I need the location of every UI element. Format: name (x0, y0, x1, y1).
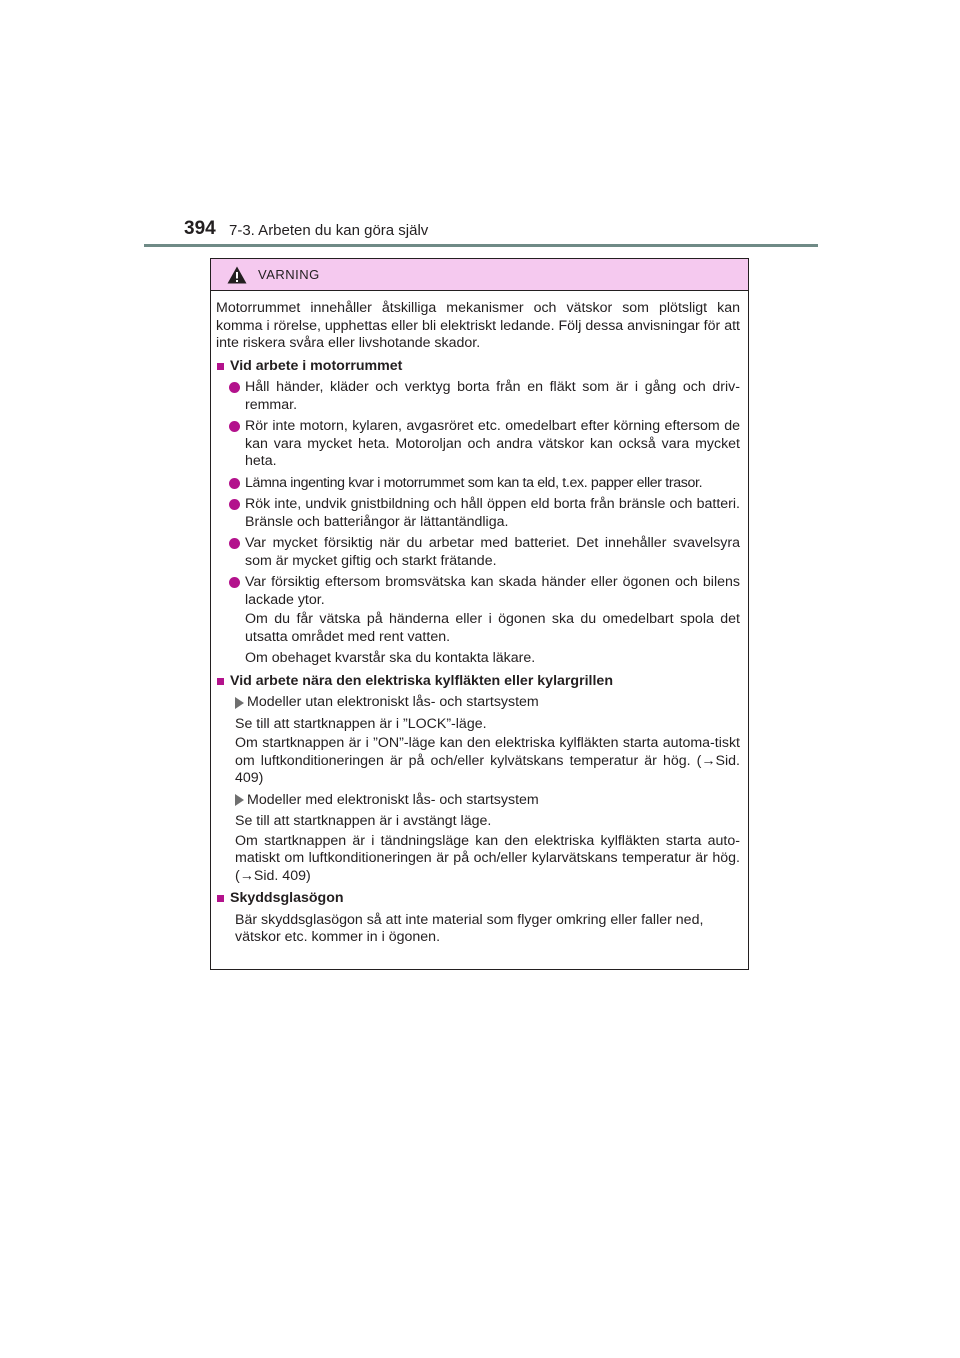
chapter-title: 7-3. Arbeten du kan göra själv (229, 222, 429, 239)
goggles-text: Bär skyddsglasögon så att inte material som flyger omkring eller faller ned, vätskor etc. kommer in i ögonen. (235, 911, 704, 945)
bullet-text: Var försiktig eftersom bromsvätska kan skada händer eller ögonen och bilens lackade ytor. (245, 574, 740, 608)
model-variant-label: Modeller utan elektroniskt lås- och startsystem (247, 694, 539, 710)
model-variant-heading (235, 792, 740, 810)
list-item (216, 535, 740, 570)
section-heading-fan (216, 673, 740, 691)
warning-header (211, 259, 748, 291)
square-bullet-icon (217, 895, 224, 902)
model-text: Om startknappen är i ”ON”-läge kan den elektriska kylfläkten starta automa-tiskt om luftkonditioneringen är på och/eller kylvätskans temperatur är hög. (→Sid. 409) (235, 735, 740, 786)
section-heading-goggles (216, 890, 740, 908)
section-heading-engine-room (216, 358, 740, 376)
triangle-bullet-icon (235, 697, 244, 709)
circle-bullet-icon (229, 499, 240, 510)
warning-box (210, 258, 749, 970)
bullet-text: Var mycket försiktig när du arbetar med batteriet. Det innehåller svavelsyra som är mycket giftig och starkt frätande. (245, 535, 740, 569)
circle-bullet-icon (229, 577, 240, 588)
model-variant-label: Modeller med elektroniskt lås- och startsystem (247, 791, 539, 808)
warning-title: VARNING (258, 267, 320, 282)
triangle-bullet-icon (235, 794, 244, 806)
bullet-text-continued: Om du får vätska på händerna eller i ögonen ska du omedelbart spola det utsatta området med rent vatten. (245, 611, 740, 645)
list-item (216, 475, 740, 493)
bullet-text: Håll händer, kläder och verktyg borta från en fläkt som är i gång och driv-remmar. (245, 379, 740, 413)
warning-triangle-icon (227, 266, 247, 284)
model-variant-heading (235, 694, 740, 712)
warning-intro: Motorrummet innehåller åtskilliga mekanismer och vätskor som plötsligt kan komma i rörelse, upphettas eller bli elektriskt ledande. Följ dessa anvisningar för att inte riskera svåra eller livshotande skador. (216, 300, 740, 351)
model-text: Om startknappen är i tändningsläge kan den elektriska kylfläkten starta auto-matiskt om luftkonditioneringen är på och/eller kylarvätskans temperatur är hög. (→Sid. 409) (235, 832, 740, 884)
circle-bullet-icon (229, 382, 240, 393)
warning-content (216, 300, 740, 947)
square-bullet-icon (217, 678, 224, 685)
section-title: Vid arbete nära den elektriska kylfläkten eller kylargrillen (230, 672, 613, 689)
bullet-text: Rör inte motorn, kylaren, avgasröret etc. omedelbart efter körning eftersom de kan vara mycket heta. Motoroljan och andra vätskor kan också vara mycket heta. (245, 418, 740, 469)
model-text: Se till att startknappen är i ”LOCK”-läge. (235, 715, 487, 732)
square-bullet-icon (217, 363, 224, 370)
model-text: Se till att startknappen är i avstängt läge. (235, 813, 492, 829)
list-item (216, 574, 740, 646)
bullet-text: Lämna ingenting kvar i motorrummet som kan ta eld, t.ex. papper eller trasor. (245, 474, 703, 491)
section-title: Skyddsglasögon (230, 890, 344, 906)
page-number: 394 (184, 218, 216, 239)
follow-up-text: Om obehaget kvarstår ska du kontakta läkare. (245, 650, 536, 666)
list-item (216, 496, 740, 531)
list-item (216, 418, 740, 471)
circle-bullet-icon (229, 478, 240, 489)
bullet-text: Rök inte, undvik gnistbildning och håll öppen eld borta från bränsle och batteri. Bränsle och batteriångor är lättantändliga. (245, 496, 740, 530)
circle-bullet-icon (229, 421, 240, 432)
section-title: Vid arbete i motorrummet (230, 357, 403, 374)
circle-bullet-icon (229, 538, 240, 549)
header-divider (144, 244, 818, 247)
list-item (216, 379, 740, 414)
